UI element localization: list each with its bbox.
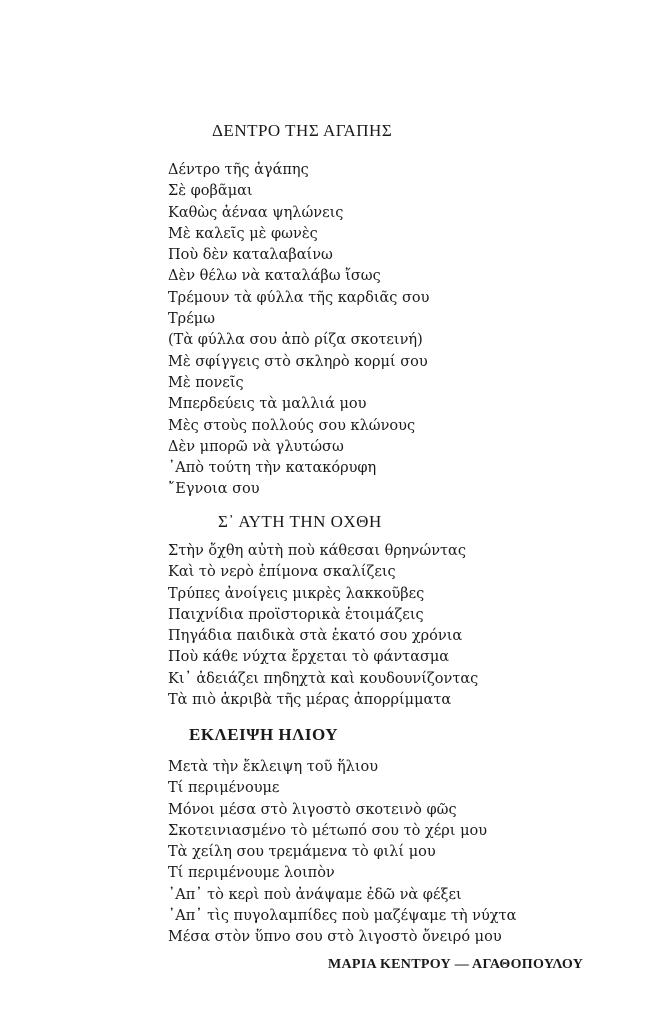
poem-line: Σὲ φοβᾶμαι: [168, 183, 253, 200]
poem-title-ekleipsi: ΕΚΛΕΙΨΗ ΗΛΙΟΥ: [189, 725, 339, 744]
poem-line: Τρέμω: [168, 311, 215, 328]
poem-line: Κι᾿ ἀδειάζει πηδηχτὰ καὶ κουδουνίζοντας: [168, 670, 479, 687]
poem-line: Στὴν ὄχθη αὐτὴ ποὺ κάθεσαι θρηνώντας: [168, 543, 466, 559]
poem-line: ᾿Απ᾿ τὸ κερὶ ποὺ ἀνάψαμε ἐδῶ νὰ φέξει: [168, 886, 462, 903]
poem-line: Μετὰ τὴν ἔκλειψη τοῦ ἥλιου: [168, 759, 379, 775]
poem-line: Τί περιμένουμε: [168, 780, 280, 797]
poem-line: Μὲ πονεῖς: [168, 374, 244, 391]
poem-line: Δὲν θέλω νὰ καταλάβω ἴσως: [168, 268, 381, 285]
poem-line: ᾿Απ᾿ τὶς πυγολαμπίδες ποὺ μαζέψαμε τὴ νύχτα: [168, 908, 517, 925]
poem-line: Μόνοι μέσα στὸ λιγοστὸ σκοτεινὸ φῶς: [168, 801, 457, 818]
poem-title-ochthi: Σ᾿ ΑΥΤΗ ΤΗΝ ΟΧΘΗ: [218, 512, 382, 531]
poem-line: ῎Εγνοια σου: [168, 481, 260, 498]
poem-body-ekleipsi: [168, 757, 516, 949]
poem-line: Ποὺ δὲν καταλαβαίνω: [168, 247, 333, 264]
poem-line: Καθὼς ἀέναα ψηλώνεις: [168, 204, 344, 221]
poem-line: Τρύπες ἀνοίγεις μικρὲς λακκοῦβες: [168, 585, 425, 602]
poem-line: Μπερδεύεις τὰ μαλλιά μου: [168, 396, 367, 413]
poem-line: ᾿Απὸ τούτη τὴν κατακόρυφη: [168, 460, 377, 477]
poem-line: Σκοτεινιασμένο τὸ μέτωπό σου τὸ χέρι μου: [168, 822, 488, 839]
poem-line: Μὲ καλεῖς μὲ φωνὲς: [168, 225, 318, 242]
poem-body-ochthi: [168, 541, 478, 711]
poem-line: Μέσα στὸν ὕπνο σου στὸ λιγοστὸ ὄνειρό μου: [168, 929, 502, 946]
poem-line: (Τὰ φύλλα σου ἀπὸ ρίζα σκοτεινή): [168, 332, 423, 349]
poem-body-dentro: [168, 160, 429, 501]
author-signature: ΜΑΡΙΑ ΚΕΝΤΡΟΥ — ΑΓΑΘΟΠΟΥΛΟΥ: [328, 957, 584, 972]
poem-line: Μὲς στοὺς πολλούς σου κλώνους: [168, 417, 416, 434]
poem-line: Δέντρο τῆς ἀγάπης: [168, 162, 309, 178]
poem-line: Δὲν μπορῶ νὰ γλυτώσω: [168, 438, 344, 455]
poem-line: Ποὺ κάθε νύχτα ἔρχεται τὸ φάντασμα: [168, 649, 450, 666]
poem-line: Τρέμουν τὰ φύλλα τῆς καρδιᾶς σου: [168, 289, 430, 306]
poem-line: Καὶ τὸ νερὸ ἐπίμονα σκαλίζεις: [168, 564, 396, 581]
poem-line: Παιχνίδια προϊστορικὰ ἑτοιμάζεις: [168, 606, 424, 623]
poem-line: Τὰ πιὸ ἀκριβὰ τῆς μέρας ἀπορρίμματα: [168, 692, 452, 709]
poem-line: Τί περιμένουμε λοιπὸν: [168, 865, 335, 882]
poem-line: Μὲ σφίγγεις στὸ σκληρὸ κορμί σου: [168, 353, 428, 370]
poem-title-dentro: ΔΕΝΤΡΟ ΤΗΣ ΑΓΑΠΗΣ: [212, 121, 393, 140]
poem-line: Τὰ χείλη σου τρεμάμενα τὸ φιλί μου: [168, 844, 436, 861]
poem-line: Πηγάδια παιδικὰ στὰ ἑκατό σου χρόνια: [168, 628, 463, 645]
